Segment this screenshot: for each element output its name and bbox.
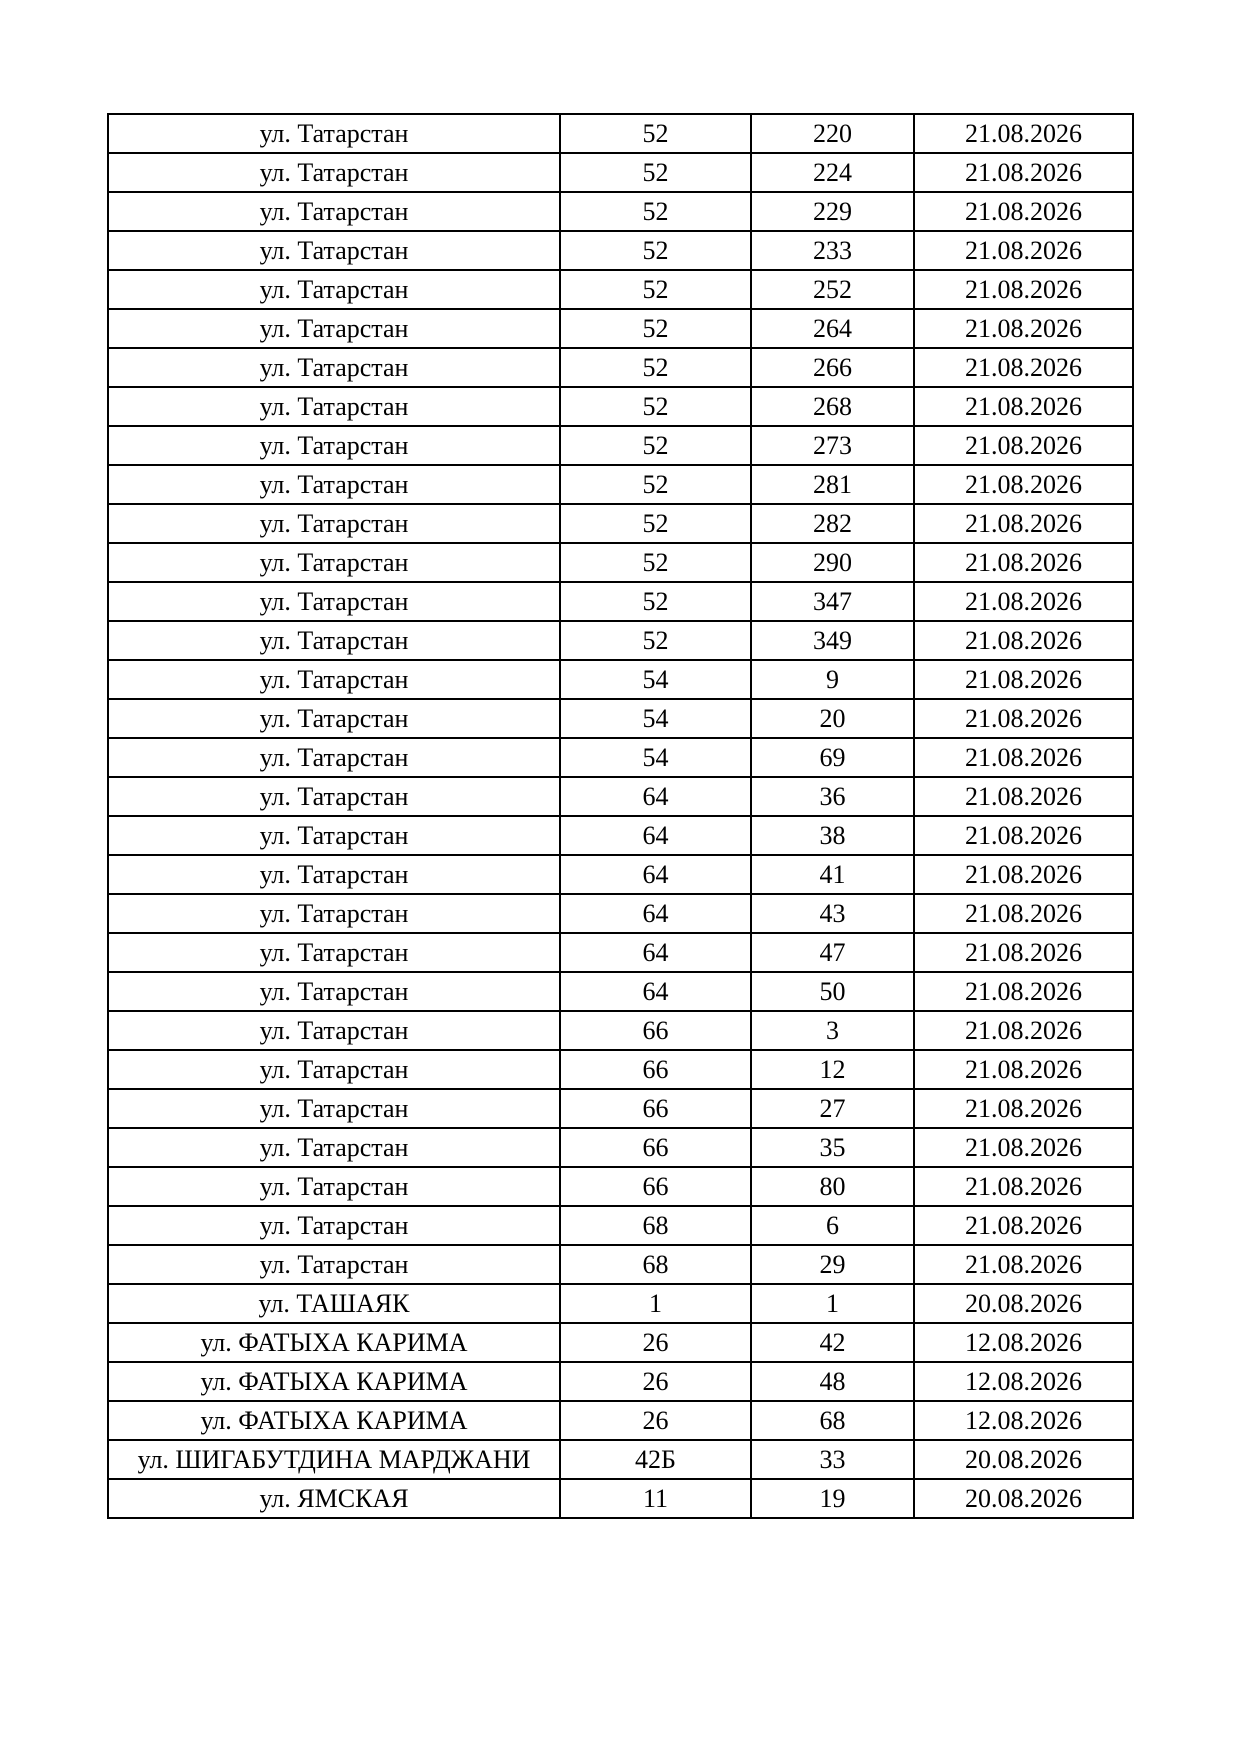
table-row: [108, 1167, 1133, 1206]
table-row: [108, 1011, 1133, 1050]
date-cell: 21.08.2026: [914, 465, 1133, 504]
apartment-number-cell: 43: [751, 894, 914, 933]
table-row: [108, 855, 1133, 894]
date-cell: 21.08.2026: [914, 1206, 1133, 1245]
house-number-cell: 52: [560, 270, 751, 309]
street-cell: ул. Татарстан: [108, 582, 560, 621]
street-cell: ул. Татарстан: [108, 1206, 560, 1245]
house-number-cell: 54: [560, 738, 751, 777]
table-row: [108, 309, 1133, 348]
house-number-cell: 52: [560, 543, 751, 582]
table-row: [108, 1128, 1133, 1167]
house-number-cell: 68: [560, 1245, 751, 1284]
street-cell: ул. Татарстан: [108, 1011, 560, 1050]
street-cell: ул. Татарстан: [108, 387, 560, 426]
street-cell: ул. Татарстан: [108, 621, 560, 660]
table-row: [108, 1050, 1133, 1089]
street-cell: ул. Татарстан: [108, 1245, 560, 1284]
house-number-cell: 66: [560, 1050, 751, 1089]
table-row: [108, 1479, 1133, 1518]
date-cell: 21.08.2026: [914, 1128, 1133, 1167]
date-cell: 21.08.2026: [914, 231, 1133, 270]
apartment-number-cell: 229: [751, 192, 914, 231]
apartment-number-cell: 266: [751, 348, 914, 387]
table-row: [108, 1245, 1133, 1284]
house-number-cell: 66: [560, 1011, 751, 1050]
street-cell: ул. Татарстан: [108, 894, 560, 933]
street-cell: ул. Татарстан: [108, 231, 560, 270]
table-row: [108, 1089, 1133, 1128]
house-number-cell: 52: [560, 231, 751, 270]
apartment-number-cell: 268: [751, 387, 914, 426]
table-row: [108, 582, 1133, 621]
table-row: [108, 777, 1133, 816]
house-number-cell: 52: [560, 465, 751, 504]
street-cell: ул. Татарстан: [108, 270, 560, 309]
apartment-number-cell: 347: [751, 582, 914, 621]
house-number-cell: 26: [560, 1323, 751, 1362]
table-row: [108, 660, 1133, 699]
date-cell: 21.08.2026: [914, 582, 1133, 621]
date-cell: 21.08.2026: [914, 1050, 1133, 1089]
street-cell: ул. Татарстан: [108, 1089, 560, 1128]
house-number-cell: 64: [560, 816, 751, 855]
table-row: [108, 738, 1133, 777]
date-cell: 21.08.2026: [914, 270, 1133, 309]
house-number-cell: 54: [560, 660, 751, 699]
house-number-cell: 64: [560, 777, 751, 816]
apartment-number-cell: 33: [751, 1440, 914, 1479]
house-number-cell: 26: [560, 1401, 751, 1440]
house-number-cell: 64: [560, 933, 751, 972]
date-cell: 21.08.2026: [914, 1245, 1133, 1284]
street-cell: ул. Татарстан: [108, 738, 560, 777]
table-row: [108, 1284, 1133, 1323]
apartment-number-cell: 50: [751, 972, 914, 1011]
date-cell: 20.08.2026: [914, 1440, 1133, 1479]
house-number-cell: 54: [560, 699, 751, 738]
date-cell: 21.08.2026: [914, 933, 1133, 972]
apartment-number-cell: 9: [751, 660, 914, 699]
apartment-number-cell: 68: [751, 1401, 914, 1440]
house-number-cell: 66: [560, 1167, 751, 1206]
street-cell: ул. Татарстан: [108, 543, 560, 582]
date-cell: 21.08.2026: [914, 894, 1133, 933]
address-table-body: [108, 114, 1133, 1518]
street-cell: ул. Татарстан: [108, 504, 560, 543]
table-row: [108, 816, 1133, 855]
date-cell: 12.08.2026: [914, 1362, 1133, 1401]
apartment-number-cell: 12: [751, 1050, 914, 1089]
house-number-cell: 11: [560, 1479, 751, 1518]
apartment-number-cell: 282: [751, 504, 914, 543]
address-table: [107, 113, 1134, 1519]
apartment-number-cell: 36: [751, 777, 914, 816]
house-number-cell: 66: [560, 1089, 751, 1128]
house-number-cell: 66: [560, 1128, 751, 1167]
table-row: [108, 543, 1133, 582]
street-cell: ул. ФАТЫХА КАРИМА: [108, 1323, 560, 1362]
table-row: [108, 465, 1133, 504]
table-row: [108, 426, 1133, 465]
table-row: [108, 504, 1133, 543]
table-row: [108, 1323, 1133, 1362]
table-row: [108, 192, 1133, 231]
house-number-cell: 52: [560, 582, 751, 621]
date-cell: 20.08.2026: [914, 1479, 1133, 1518]
date-cell: 21.08.2026: [914, 699, 1133, 738]
street-cell: ул. Татарстан: [108, 972, 560, 1011]
street-cell: ул. Татарстан: [108, 192, 560, 231]
table-row: [108, 153, 1133, 192]
date-cell: 21.08.2026: [914, 504, 1133, 543]
street-cell: ул. Татарстан: [108, 855, 560, 894]
street-cell: ул. Татарстан: [108, 816, 560, 855]
street-cell: ул. Татарстан: [108, 426, 560, 465]
table-row: [108, 270, 1133, 309]
house-number-cell: 52: [560, 621, 751, 660]
apartment-number-cell: 1: [751, 1284, 914, 1323]
date-cell: 21.08.2026: [914, 1089, 1133, 1128]
street-cell: ул. ФАТЫХА КАРИМА: [108, 1401, 560, 1440]
street-cell: ул. Татарстан: [108, 933, 560, 972]
date-cell: 21.08.2026: [914, 543, 1133, 582]
date-cell: 21.08.2026: [914, 855, 1133, 894]
street-cell: ул. Татарстан: [108, 153, 560, 192]
apartment-number-cell: 290: [751, 543, 914, 582]
street-cell: ул. Татарстан: [108, 114, 560, 153]
date-cell: 21.08.2026: [914, 621, 1133, 660]
date-cell: 21.08.2026: [914, 660, 1133, 699]
table-row: [108, 894, 1133, 933]
street-cell: ул. Татарстан: [108, 465, 560, 504]
apartment-number-cell: 42: [751, 1323, 914, 1362]
apartment-number-cell: 6: [751, 1206, 914, 1245]
apartment-number-cell: 69: [751, 738, 914, 777]
house-number-cell: 1: [560, 1284, 751, 1323]
apartment-number-cell: 224: [751, 153, 914, 192]
table-row: [108, 699, 1133, 738]
date-cell: 12.08.2026: [914, 1323, 1133, 1362]
house-number-cell: 52: [560, 387, 751, 426]
apartment-number-cell: 19: [751, 1479, 914, 1518]
street-cell: ул. Татарстан: [108, 1050, 560, 1089]
house-number-cell: 26: [560, 1362, 751, 1401]
table-row: [108, 231, 1133, 270]
date-cell: 21.08.2026: [914, 777, 1133, 816]
apartment-number-cell: 273: [751, 426, 914, 465]
apartment-number-cell: 41: [751, 855, 914, 894]
street-cell: ул. Татарстан: [108, 1128, 560, 1167]
house-number-cell: 64: [560, 972, 751, 1011]
apartment-number-cell: 3: [751, 1011, 914, 1050]
street-cell: ул. ТАШАЯК: [108, 1284, 560, 1323]
house-number-cell: 52: [560, 114, 751, 153]
date-cell: 12.08.2026: [914, 1401, 1133, 1440]
street-cell: ул. Татарстан: [108, 1167, 560, 1206]
date-cell: 21.08.2026: [914, 192, 1133, 231]
table-row: [108, 114, 1133, 153]
table-row: [108, 1206, 1133, 1245]
street-cell: ул. Татарстан: [108, 699, 560, 738]
house-number-cell: 42Б: [560, 1440, 751, 1479]
apartment-number-cell: 20: [751, 699, 914, 738]
house-number-cell: 52: [560, 426, 751, 465]
street-cell: ул. Татарстан: [108, 660, 560, 699]
date-cell: 21.08.2026: [914, 114, 1133, 153]
date-cell: 21.08.2026: [914, 972, 1133, 1011]
house-number-cell: 52: [560, 504, 751, 543]
date-cell: 21.08.2026: [914, 348, 1133, 387]
street-cell: ул. ЯМСКАЯ: [108, 1479, 560, 1518]
date-cell: 20.08.2026: [914, 1284, 1133, 1323]
date-cell: 21.08.2026: [914, 426, 1133, 465]
house-number-cell: 64: [560, 894, 751, 933]
street-cell: ул. ШИГАБУТДИНА МАРДЖАНИ: [108, 1440, 560, 1479]
apartment-number-cell: 27: [751, 1089, 914, 1128]
apartment-number-cell: 281: [751, 465, 914, 504]
apartment-number-cell: 252: [751, 270, 914, 309]
table-row: [108, 348, 1133, 387]
street-cell: ул. Татарстан: [108, 777, 560, 816]
house-number-cell: 64: [560, 855, 751, 894]
street-cell: ул. ФАТЫХА КАРИМА: [108, 1362, 560, 1401]
apartment-number-cell: 264: [751, 309, 914, 348]
apartment-number-cell: 48: [751, 1362, 914, 1401]
apartment-number-cell: 38: [751, 816, 914, 855]
street-cell: ул. Татарстан: [108, 309, 560, 348]
apartment-number-cell: 220: [751, 114, 914, 153]
street-cell: ул. Татарстан: [108, 348, 560, 387]
apartment-number-cell: 47: [751, 933, 914, 972]
apartment-number-cell: 29: [751, 1245, 914, 1284]
date-cell: 21.08.2026: [914, 387, 1133, 426]
table-row: [108, 621, 1133, 660]
apartment-number-cell: 35: [751, 1128, 914, 1167]
table-row: [108, 387, 1133, 426]
apartment-number-cell: 349: [751, 621, 914, 660]
house-number-cell: 52: [560, 309, 751, 348]
table-row: [108, 1401, 1133, 1440]
table-row: [108, 933, 1133, 972]
apartment-number-cell: 80: [751, 1167, 914, 1206]
table-row: [108, 1440, 1133, 1479]
house-number-cell: 52: [560, 153, 751, 192]
table-row: [108, 1362, 1133, 1401]
house-number-cell: 52: [560, 192, 751, 231]
table-row: [108, 972, 1133, 1011]
house-number-cell: 52: [560, 348, 751, 387]
date-cell: 21.08.2026: [914, 309, 1133, 348]
date-cell: 21.08.2026: [914, 153, 1133, 192]
house-number-cell: 68: [560, 1206, 751, 1245]
date-cell: 21.08.2026: [914, 816, 1133, 855]
date-cell: 21.08.2026: [914, 738, 1133, 777]
apartment-number-cell: 233: [751, 231, 914, 270]
date-cell: 21.08.2026: [914, 1011, 1133, 1050]
date-cell: 21.08.2026: [914, 1167, 1133, 1206]
